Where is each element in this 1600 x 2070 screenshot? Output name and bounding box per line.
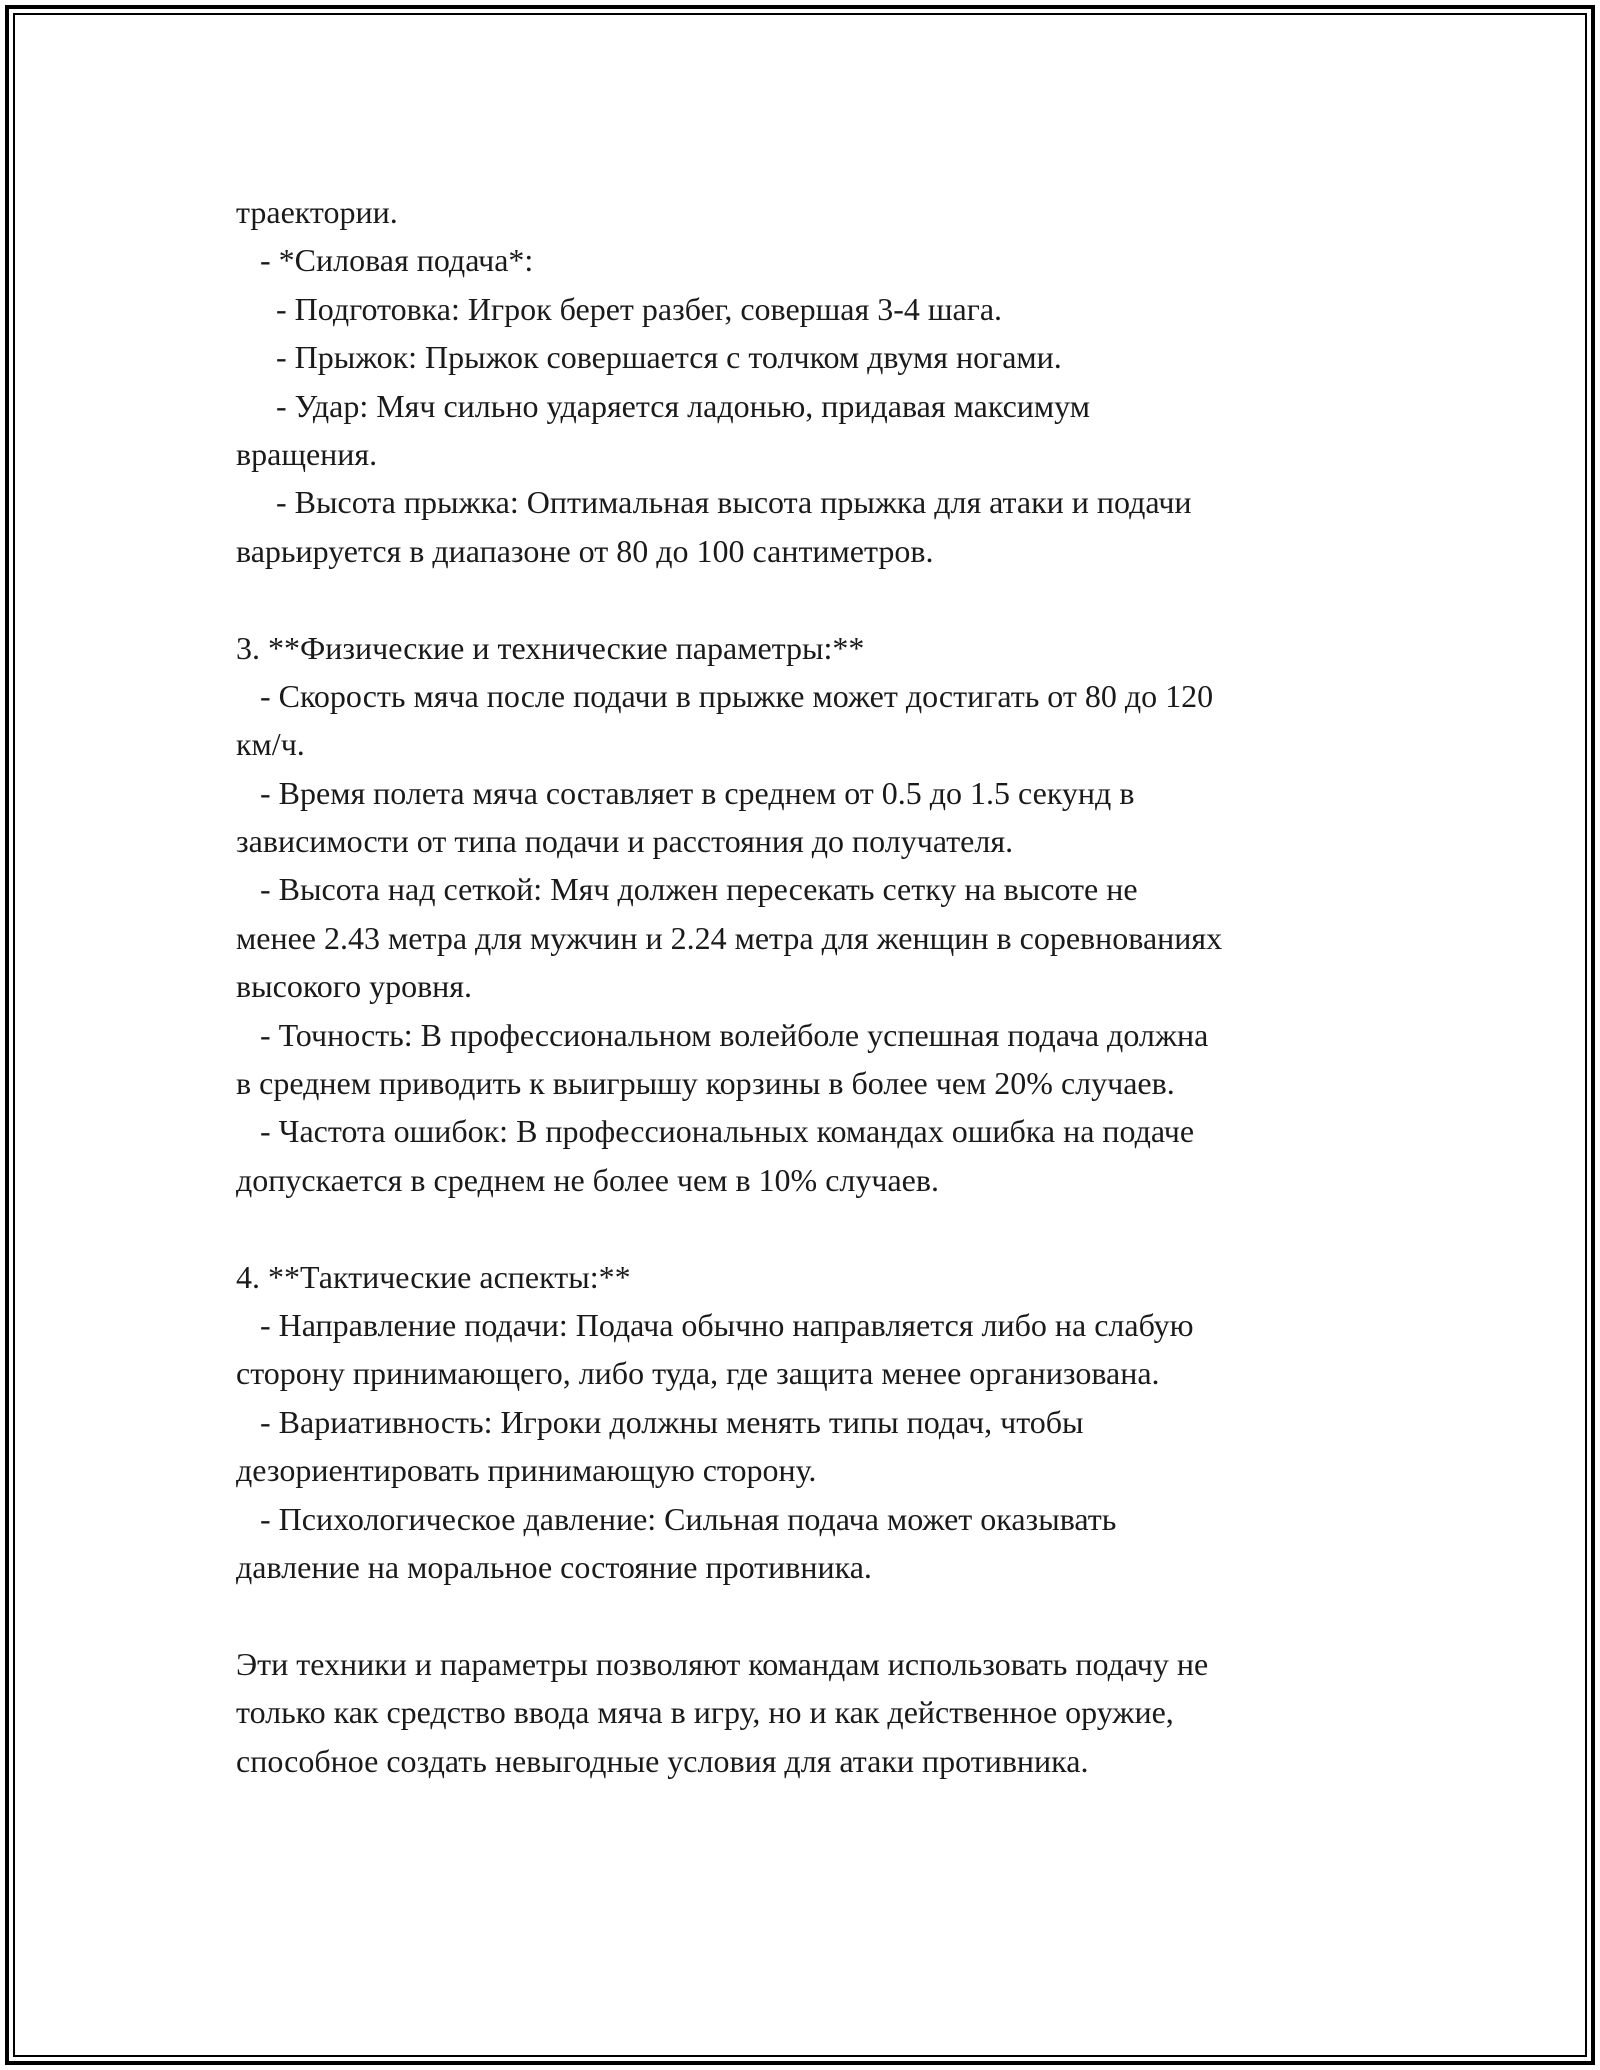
text-line: 3. **Физические и технические параметры:**: [236, 629, 865, 666]
text-line: - Точность: В профессиональном волейболе успешная подача должна: [236, 1016, 1209, 1053]
text-line: Эти техники и параметры позволяют командам использовать подачу не: [236, 1645, 1209, 1682]
text-line: - Частота ошибок: В профессиональных командах ошибка на подаче: [236, 1113, 1195, 1150]
text-line: в среднем приводить к выигрышу корзины в более чем 20% случаев.: [236, 1065, 1175, 1102]
text-line: вращения.: [236, 435, 378, 472]
text-line: траектории.: [236, 194, 398, 230]
text-line: - *Силовая подача*:: [236, 242, 534, 279]
text-line: - Психологическое давление: Сильная подача может оказывать: [236, 1500, 1117, 1537]
text-line: способное создать невыгодные условия для атаки противника.: [236, 1742, 1089, 1779]
text-line: дезориентировать принимающую сторону.: [236, 1452, 817, 1489]
text-line: допускается в среднем не более чем в 10% случаев.: [236, 1161, 939, 1198]
blank-line: [236, 1591, 1386, 1639]
document-body: [236, 188, 1386, 1785]
blank-line: [236, 575, 1386, 623]
text-line: - Скорость мяча после подачи в прыжке может достигать от 80 до 120: [236, 677, 1214, 714]
text-line: - Высота над сеткой: Мяч должен пересекать сетку на высоте не: [236, 871, 1138, 908]
text-line: 4. **Тактические аспекты:**: [236, 1258, 631, 1295]
text-line: высокого уровня.: [236, 968, 473, 1005]
text-line: - Удар: Мяч сильно ударяется ладонью, придавая максимум: [236, 387, 1090, 424]
text-line: только как средство ввода мяча в игру, но и как действенное оружие,: [236, 1694, 1174, 1731]
text-line: - Высота прыжка: Оптимальная высота прыжка для атаки и подачи: [236, 484, 1192, 521]
text-line: менее 2.43 метра для мужчин и 2.24 метра для женщин в соревнованиях: [236, 919, 1223, 956]
blank-line: [236, 1204, 1386, 1252]
text-line: - Время полета мяча составляет в среднем от 0.5 до 1.5 секунд в: [236, 774, 1135, 811]
text-line: - Направление подачи: Подача обычно направляется либо на слабую: [236, 1306, 1194, 1343]
text-line: давление на моральное состояние противника.: [236, 1548, 872, 1585]
text-line: - Прыжок: Прыжок совершается с толчком двумя ногами.: [236, 339, 1062, 376]
text-line: сторону принимающего, либо туда, где защита менее организована.: [236, 1355, 1160, 1392]
text-line: зависимости от типа подачи и расстояния до получателя.: [236, 823, 1014, 860]
text-line: км/ч.: [236, 726, 305, 763]
text-line: - Подготовка: Игрок берет разбег, совершая 3-4 шага.: [236, 290, 1003, 327]
text-line: варьируется в диапазоне от 80 до 100 сантиметров.: [236, 532, 934, 569]
text-line: - Вариативность: Игроки должны менять типы подач, чтобы: [236, 1403, 1084, 1440]
